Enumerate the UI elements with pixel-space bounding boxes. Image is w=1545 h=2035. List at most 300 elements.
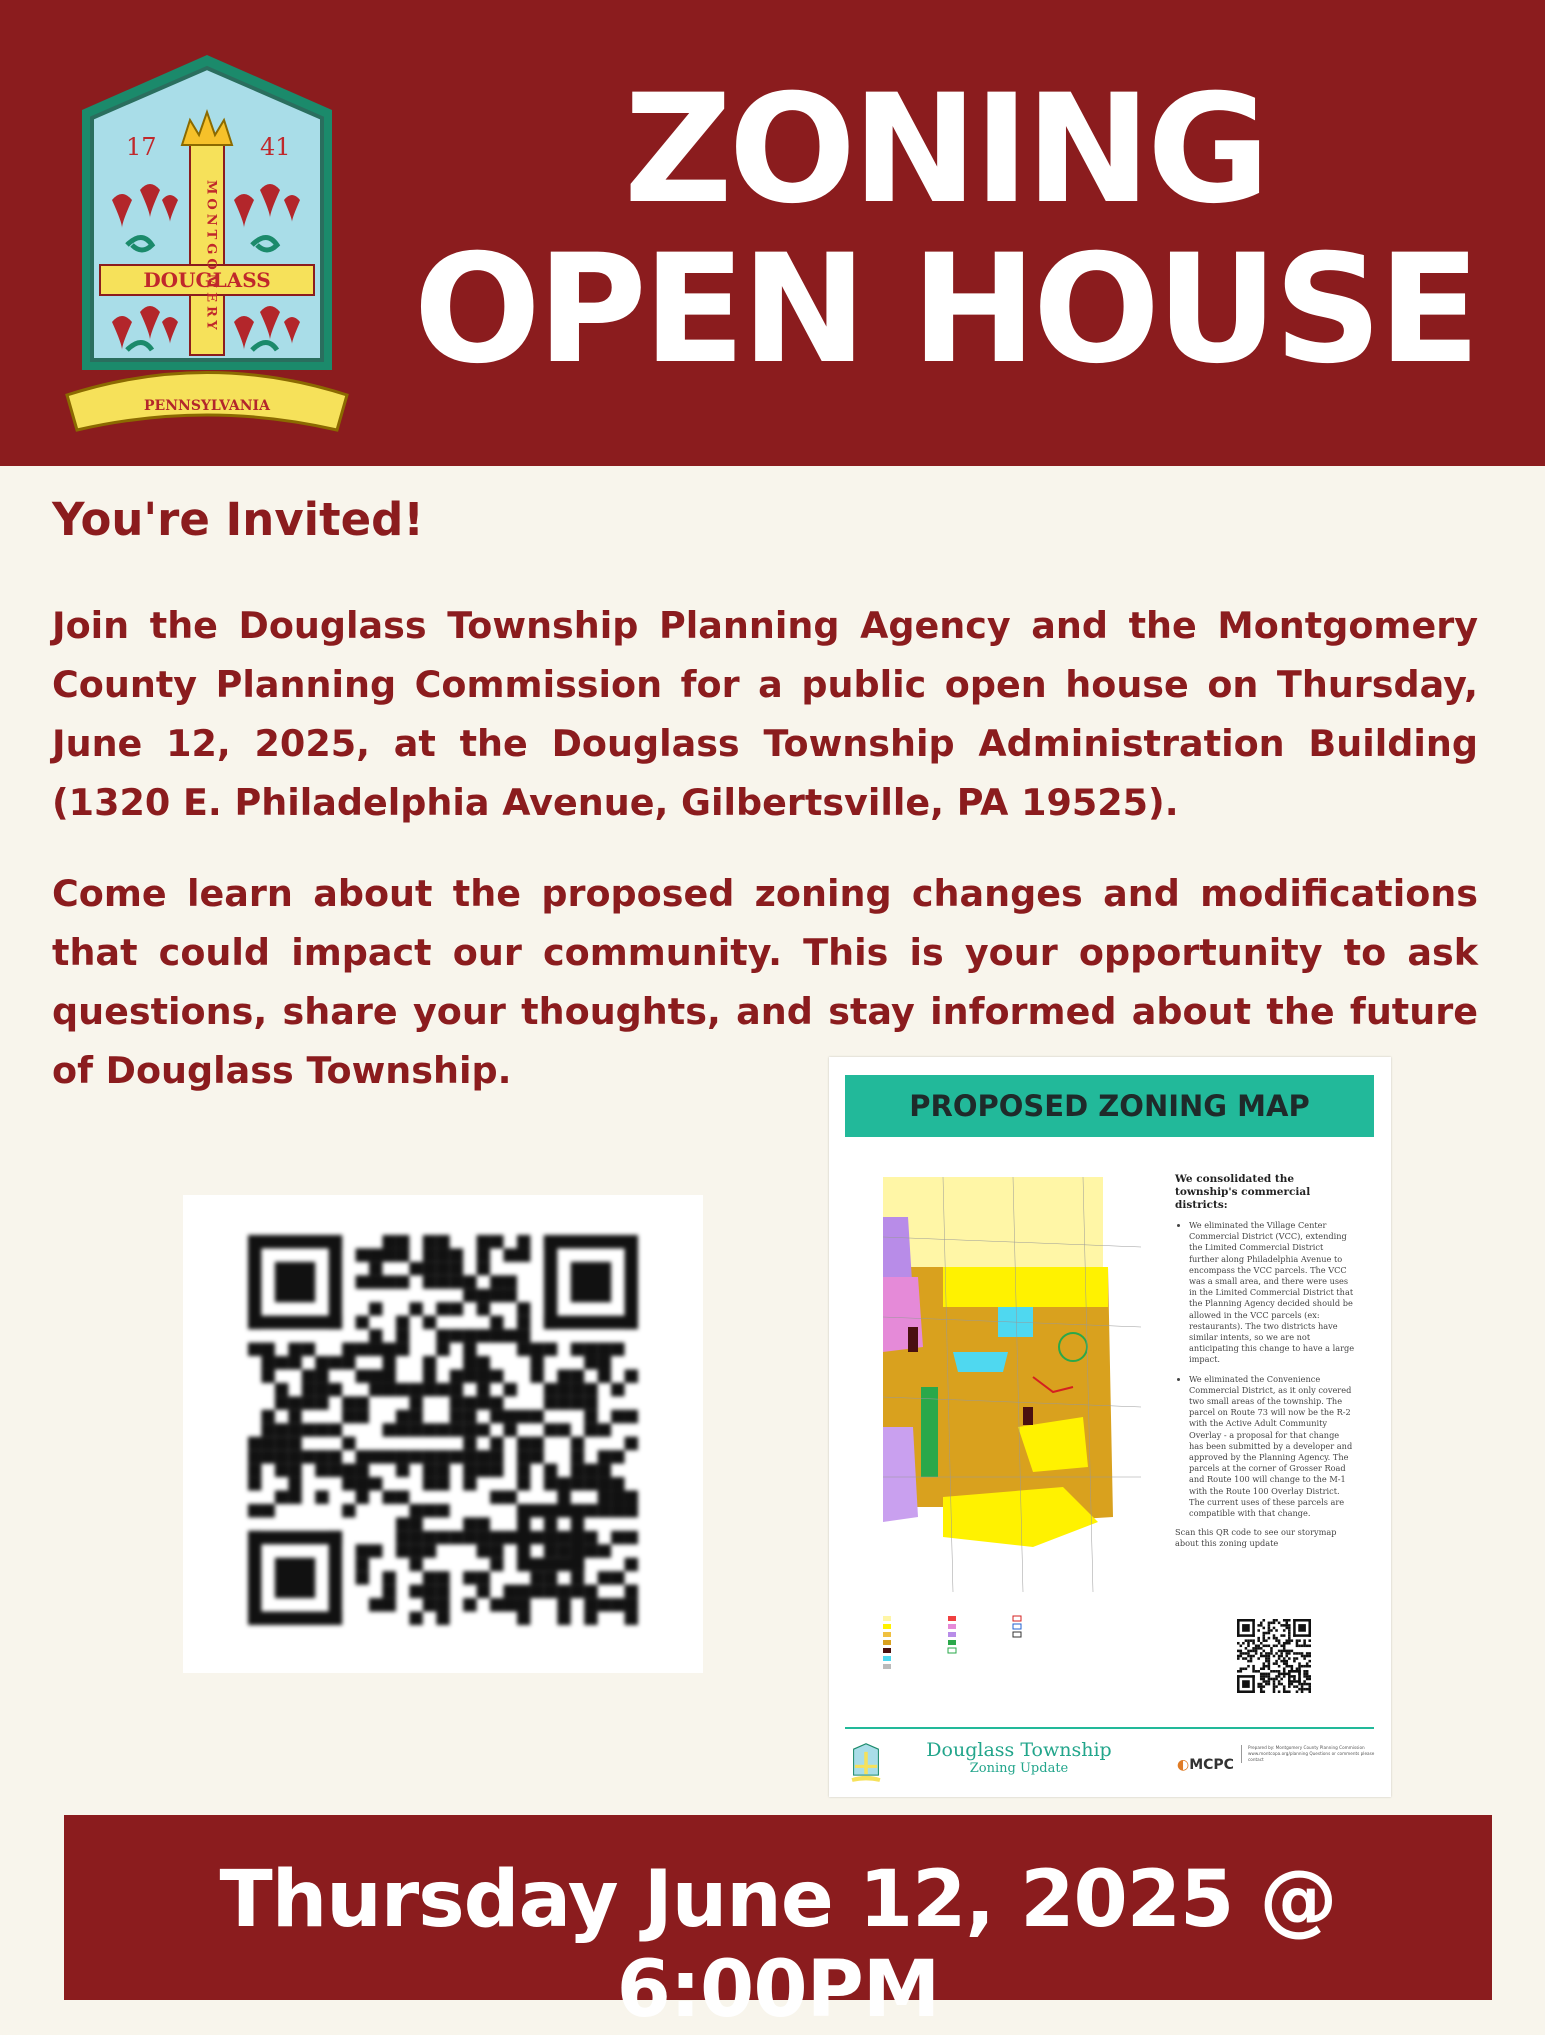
qr-module xyxy=(625,1369,638,1382)
qr-module xyxy=(1278,1622,1281,1625)
qr-module xyxy=(369,1343,382,1356)
qr-module xyxy=(275,1464,288,1477)
qr-module xyxy=(1237,1634,1255,1637)
qr-module xyxy=(1291,1683,1294,1686)
qr-module xyxy=(1308,1639,1311,1642)
qr-module xyxy=(504,1248,517,1261)
qr-module xyxy=(1291,1650,1294,1653)
qr-module xyxy=(557,1477,570,1490)
qr-module xyxy=(490,1558,503,1571)
qr-module xyxy=(490,1437,503,1450)
qr-module xyxy=(1308,1619,1311,1637)
qr-module xyxy=(396,1464,409,1477)
qr-module xyxy=(611,1598,624,1611)
qr-module xyxy=(611,1477,624,1490)
qr-module xyxy=(1280,1624,1283,1627)
qr-module xyxy=(490,1289,503,1302)
qr-module xyxy=(1255,1650,1258,1653)
qr-module xyxy=(1260,1688,1263,1691)
qr-module xyxy=(1296,1667,1299,1670)
qr-module xyxy=(436,1612,449,1625)
qr-module xyxy=(1301,1690,1304,1693)
qr-module xyxy=(1291,1675,1294,1678)
qr-module xyxy=(248,1531,342,1544)
qr-module xyxy=(1288,1642,1291,1645)
qr-module xyxy=(530,1450,543,1463)
qr-module xyxy=(625,1531,638,1544)
qr-module xyxy=(584,1544,597,1557)
qr-module xyxy=(1280,1655,1283,1658)
qr-module xyxy=(1263,1650,1266,1653)
qr-module xyxy=(1240,1652,1243,1655)
qr-module xyxy=(356,1396,369,1409)
map-poster-title: PROPOSED ZONING MAP xyxy=(845,1075,1374,1137)
qr-module xyxy=(1285,1622,1288,1625)
qr-module xyxy=(275,1262,315,1302)
qr-module xyxy=(477,1235,490,1248)
qr-module xyxy=(315,1383,328,1396)
qr-module xyxy=(1250,1660,1253,1663)
qr-module xyxy=(1263,1619,1266,1622)
qr-module xyxy=(409,1302,422,1315)
qr-module xyxy=(1280,1673,1283,1676)
qr-module xyxy=(1257,1639,1260,1642)
qr-module xyxy=(1303,1657,1306,1660)
qr-module xyxy=(1252,1647,1255,1650)
qr-module xyxy=(1268,1637,1271,1640)
qr-module xyxy=(625,1558,638,1571)
qr-module xyxy=(315,1464,328,1477)
qr-module xyxy=(436,1477,449,1490)
qr-module xyxy=(1301,1685,1304,1688)
qr-module xyxy=(1247,1642,1250,1645)
qr-module xyxy=(571,1571,584,1584)
qr-module xyxy=(1283,1629,1286,1632)
qr-module xyxy=(436,1275,449,1288)
qr-module xyxy=(1268,1660,1271,1663)
qr-module xyxy=(1296,1642,1299,1645)
qr-module xyxy=(571,1343,584,1356)
qr-module xyxy=(584,1396,597,1409)
qr-module xyxy=(625,1504,638,1517)
qr-module xyxy=(1308,1660,1311,1663)
qr-module xyxy=(1247,1645,1250,1648)
qr-module xyxy=(369,1544,382,1557)
qr-module xyxy=(1268,1624,1271,1627)
qr-module xyxy=(1237,1690,1255,1693)
qr-module xyxy=(1283,1675,1286,1678)
qr-module xyxy=(1268,1665,1271,1668)
qr-module xyxy=(584,1477,597,1490)
qr-module xyxy=(504,1423,517,1436)
qr-module xyxy=(598,1598,611,1611)
qr-module xyxy=(423,1262,436,1275)
qr-module xyxy=(1288,1685,1291,1688)
qr-module xyxy=(517,1437,530,1450)
qr-module xyxy=(611,1504,624,1517)
qr-module xyxy=(1278,1642,1281,1645)
qr-module xyxy=(1301,1665,1304,1668)
qr-module xyxy=(1268,1629,1271,1632)
qr-module xyxy=(1280,1660,1283,1663)
qr-module xyxy=(436,1302,449,1315)
qr-module xyxy=(598,1369,611,1382)
qr-module xyxy=(409,1585,422,1598)
qr-module xyxy=(517,1410,530,1423)
qr-module xyxy=(450,1450,463,1463)
qr-module xyxy=(248,1612,342,1625)
qr-module xyxy=(477,1302,490,1315)
qr-module xyxy=(490,1531,503,1544)
qr-module xyxy=(1250,1650,1253,1653)
invite-heading: You're Invited! xyxy=(52,493,424,546)
qr-module xyxy=(490,1316,503,1329)
qr-module xyxy=(342,1343,355,1356)
qr-module xyxy=(261,1423,274,1436)
qr-module xyxy=(1285,1665,1288,1668)
qr-module xyxy=(1270,1670,1273,1673)
qr-module xyxy=(1303,1683,1306,1686)
qr-module xyxy=(248,1504,261,1517)
qr-module xyxy=(1298,1645,1301,1648)
qr-module xyxy=(463,1289,476,1302)
qr-module xyxy=(423,1356,436,1369)
qr-module xyxy=(504,1410,517,1423)
qr-module xyxy=(423,1477,436,1490)
poster-footer-name: Douglass Township Zoning Update xyxy=(926,1739,1112,1776)
qr-module xyxy=(557,1598,570,1611)
qr-module xyxy=(288,1423,301,1436)
qr-module xyxy=(490,1275,503,1288)
qr-module xyxy=(329,1383,342,1396)
qr-module xyxy=(1303,1670,1306,1673)
qr-module xyxy=(1275,1637,1278,1640)
map-notes-heading: We consolidated the township's commercial districts: xyxy=(1175,1173,1311,1211)
qr-module xyxy=(1263,1685,1266,1688)
qr-module xyxy=(1291,1639,1294,1642)
qr-module xyxy=(1237,1619,1240,1637)
qr-module xyxy=(544,1585,557,1598)
qr-module xyxy=(1285,1650,1288,1653)
qr-module xyxy=(1285,1642,1288,1645)
qr-module xyxy=(1252,1639,1255,1642)
qr-module xyxy=(1263,1673,1266,1676)
qr-module xyxy=(1283,1662,1286,1665)
qr-module xyxy=(598,1477,611,1490)
qr-module xyxy=(1273,1634,1276,1637)
qr-module xyxy=(1240,1655,1243,1658)
qr-module xyxy=(1237,1670,1240,1673)
qr-module xyxy=(544,1235,638,1248)
qr-module xyxy=(584,1531,597,1544)
qr-module xyxy=(1265,1645,1268,1648)
qr-module xyxy=(369,1598,382,1611)
page-title xyxy=(370,63,1520,397)
qr-module xyxy=(584,1423,597,1436)
qr-module xyxy=(1283,1685,1286,1688)
qr-module xyxy=(450,1329,463,1342)
qr-module xyxy=(409,1423,422,1436)
qr-module xyxy=(1245,1647,1248,1650)
qr-module xyxy=(450,1302,463,1315)
qr-module xyxy=(557,1369,570,1382)
qr-module xyxy=(571,1262,611,1302)
qr-module xyxy=(1306,1670,1309,1673)
qr-module xyxy=(584,1504,597,1517)
qr-module xyxy=(1298,1667,1301,1670)
qr-module xyxy=(477,1517,490,1530)
qr-module xyxy=(315,1450,328,1463)
qr-module xyxy=(463,1343,476,1356)
qr-module xyxy=(288,1437,301,1450)
qr-module xyxy=(463,1329,476,1342)
qr-module xyxy=(356,1248,369,1261)
qr-module xyxy=(248,1531,261,1625)
qr-module xyxy=(315,1356,328,1369)
qr-module xyxy=(530,1571,543,1584)
qr-module xyxy=(1257,1685,1260,1688)
qr-module xyxy=(450,1369,463,1382)
qr-module xyxy=(275,1423,288,1436)
qr-module xyxy=(1252,1675,1255,1693)
qr-module xyxy=(477,1262,490,1275)
svg-text:17: 17 xyxy=(126,133,157,161)
qr-module xyxy=(530,1437,543,1450)
qr-module xyxy=(369,1275,382,1288)
qr-module xyxy=(302,1423,315,1436)
qr-module xyxy=(302,1369,315,1382)
qr-module xyxy=(1306,1683,1309,1686)
qr-module xyxy=(477,1544,490,1557)
qr-module xyxy=(1308,1665,1311,1668)
qr-module xyxy=(369,1329,382,1342)
qr-module xyxy=(1301,1652,1304,1655)
qr-module xyxy=(1283,1673,1286,1676)
qr-module xyxy=(477,1531,490,1544)
qr-module xyxy=(584,1383,597,1396)
qr-module xyxy=(1273,1680,1276,1683)
qr-module xyxy=(275,1356,288,1369)
qr-module xyxy=(1285,1660,1288,1663)
qr-module xyxy=(275,1450,288,1463)
qr-module xyxy=(1268,1632,1271,1635)
qr-module xyxy=(275,1396,288,1409)
qr-module xyxy=(598,1343,611,1356)
qr-module xyxy=(477,1571,490,1584)
qr-module xyxy=(557,1612,570,1625)
qr-module xyxy=(396,1531,409,1544)
qr-module xyxy=(1296,1645,1299,1648)
qr-module xyxy=(1255,1645,1258,1648)
qr-module xyxy=(1283,1642,1286,1645)
qr-module xyxy=(504,1531,517,1544)
qr-module xyxy=(544,1396,557,1409)
qr-module xyxy=(1306,1675,1309,1678)
qr-module xyxy=(1245,1652,1248,1655)
qr-module xyxy=(477,1248,490,1261)
qr-module xyxy=(1283,1619,1286,1622)
qr-module xyxy=(463,1477,476,1490)
qr-module xyxy=(1278,1639,1281,1642)
qr-module xyxy=(382,1598,395,1611)
qr-module xyxy=(1265,1660,1268,1663)
qr-module xyxy=(342,1437,355,1450)
qr-module xyxy=(261,1437,274,1450)
qr-module xyxy=(477,1585,490,1598)
qr-module xyxy=(423,1248,436,1261)
qr-module xyxy=(1275,1639,1278,1642)
qr-module xyxy=(504,1585,517,1598)
qr-module xyxy=(369,1450,382,1463)
qr-module xyxy=(1306,1688,1309,1691)
qr-module xyxy=(1306,1678,1309,1681)
qr-module xyxy=(1240,1667,1243,1670)
qr-module xyxy=(1257,1647,1260,1650)
qr-module xyxy=(530,1531,543,1544)
map-note: • We eliminated the Convenience Commercial District, as it only covered two small areas of the township. The parcel on Route 73 will now be the R-2 with the Active Adult Community Overlay - a proposal for that change has been submitted by a developer and approved by the Planning Agency. The parcels at the corner of Grosser Road and Route 100 will change to the M-1 with the Route 100 Overlay District. The current uses of these parcels are compatible with that change. xyxy=(1189,1374,1355,1520)
qr-module xyxy=(1252,1619,1255,1637)
qr-module xyxy=(1285,1639,1288,1642)
qr-module xyxy=(584,1598,597,1611)
qr-module xyxy=(1275,1629,1278,1632)
qr-module xyxy=(544,1531,557,1544)
qr-module xyxy=(1303,1655,1306,1658)
qr-module xyxy=(1247,1650,1250,1653)
qr-module xyxy=(409,1383,422,1396)
qr-module xyxy=(1275,1662,1278,1665)
event-date: Thursday June 12, 2025 @ 6:00PM xyxy=(219,1855,1337,2035)
qr-module xyxy=(342,1477,355,1490)
qr-module xyxy=(1293,1619,1311,1622)
qr-module xyxy=(530,1410,543,1423)
qr-module xyxy=(409,1531,422,1544)
qr-module xyxy=(584,1356,597,1369)
qr-module xyxy=(302,1396,315,1409)
qr-module xyxy=(1293,1652,1296,1655)
qr-module xyxy=(1306,1662,1309,1665)
qr-module xyxy=(382,1383,395,1396)
qr-module xyxy=(517,1612,530,1625)
qr-module xyxy=(423,1544,436,1557)
qr-module xyxy=(1273,1688,1276,1691)
qr-module xyxy=(1303,1642,1306,1645)
qr-module xyxy=(356,1571,369,1584)
qr-module xyxy=(625,1585,638,1598)
qr-module xyxy=(598,1356,611,1369)
qr-module xyxy=(261,1356,274,1369)
qr-module xyxy=(490,1369,503,1382)
qr-module xyxy=(1268,1673,1271,1676)
qr-module xyxy=(1303,1665,1306,1668)
qr-module xyxy=(450,1275,463,1288)
qr-module xyxy=(1296,1639,1299,1642)
qr-module xyxy=(544,1571,557,1584)
zoning-map-image xyxy=(883,1177,1141,1592)
qr-code-pattern xyxy=(248,1235,638,1625)
qr-module xyxy=(261,1343,274,1356)
qr-module xyxy=(369,1248,382,1261)
qr-module xyxy=(1308,1690,1311,1693)
qr-module xyxy=(396,1248,409,1261)
qr-module xyxy=(1303,1639,1306,1642)
qr-module xyxy=(423,1504,436,1517)
qr-module xyxy=(1268,1655,1271,1658)
qr-module xyxy=(598,1504,611,1517)
qr-module xyxy=(1283,1688,1286,1691)
qr-module xyxy=(1273,1685,1276,1688)
qr-module xyxy=(584,1464,597,1477)
qr-module xyxy=(1283,1647,1286,1650)
qr-module xyxy=(1268,1652,1271,1655)
qr-module xyxy=(288,1491,301,1504)
qr-module xyxy=(1237,1642,1240,1645)
qr-module xyxy=(463,1369,476,1382)
qr-module xyxy=(436,1235,449,1248)
qr-module xyxy=(463,1423,476,1436)
qr-module xyxy=(1247,1639,1250,1642)
invite-paragraph-2: Come learn about the proposed zoning changes and modifications that could impact our community. This is your opportunity to ask questions, share your thoughts, and stay informed about the future of Douglass Township. xyxy=(52,872,1478,1092)
qr-module xyxy=(288,1464,301,1477)
qr-module xyxy=(1255,1652,1258,1655)
qr-module xyxy=(382,1450,395,1463)
qr-module xyxy=(1257,1683,1260,1686)
qr-module xyxy=(423,1235,436,1248)
qr-module xyxy=(409,1558,422,1571)
qr-module xyxy=(1250,1655,1253,1658)
qr-module xyxy=(248,1235,261,1329)
qr-module xyxy=(1298,1670,1301,1683)
qr-module xyxy=(1283,1657,1286,1660)
qr-module xyxy=(544,1464,557,1477)
qr-module xyxy=(544,1423,557,1436)
qr-module xyxy=(1293,1678,1296,1681)
qr-module xyxy=(436,1598,449,1611)
qr-module xyxy=(517,1343,530,1356)
qr-module xyxy=(1273,1662,1276,1665)
prepared-by: Prepared by: Montgomery County Planning Commission www.montcopa.org/planning Questions or comments please contact xyxy=(1241,1745,1388,1763)
qr-code[interactable] xyxy=(183,1195,703,1673)
qr-module xyxy=(1263,1627,1266,1630)
qr-module xyxy=(450,1410,463,1423)
qr-module xyxy=(1263,1667,1266,1670)
qr-module xyxy=(1303,1688,1306,1691)
qr-module xyxy=(275,1491,288,1504)
qr-module xyxy=(423,1585,436,1598)
qr-module xyxy=(248,1477,261,1490)
qr-module xyxy=(382,1275,395,1288)
qr-module xyxy=(396,1544,409,1557)
qr-module xyxy=(504,1289,517,1302)
qr-module xyxy=(1257,1670,1260,1673)
qr-module xyxy=(1293,1685,1296,1688)
qr-module xyxy=(396,1343,409,1356)
qr-module xyxy=(1308,1678,1311,1681)
qr-module xyxy=(517,1316,530,1329)
invite-paragraph-1: Join the Douglass Township Planning Agency and the Montgomery County Planning Commission for a public open house on Thursday, June 12, 2025, at the Douglass Township Administration Building (1320 E. Philadelphia Avenue, Gilbertsville, PA 19525). xyxy=(52,604,1478,824)
qr-module xyxy=(1268,1680,1271,1683)
qr-module xyxy=(1275,1670,1278,1673)
qr-module xyxy=(1273,1619,1276,1622)
map-note: • We eliminated the Village Center Commercial District (VCC), extending the Limited Commercial District further along Philadelphia Avenue to encompass the VCC parcels. The VCC was a small area, and there were uses in the Limited Commercial District that the Planning Agency decided should be allowed in the VCC parcels (ex: restaurants). The two districts have similar intents, so we are not anticipating this change to have a large impact. xyxy=(1189,1220,1355,1366)
qr-module xyxy=(625,1491,638,1504)
qr-module xyxy=(1273,1670,1276,1673)
qr-module xyxy=(463,1275,476,1288)
qr-module xyxy=(1308,1685,1311,1688)
qr-module xyxy=(463,1437,476,1450)
qr-module xyxy=(1270,1650,1273,1653)
qr-module xyxy=(329,1423,342,1436)
qr-module xyxy=(1296,1690,1299,1693)
